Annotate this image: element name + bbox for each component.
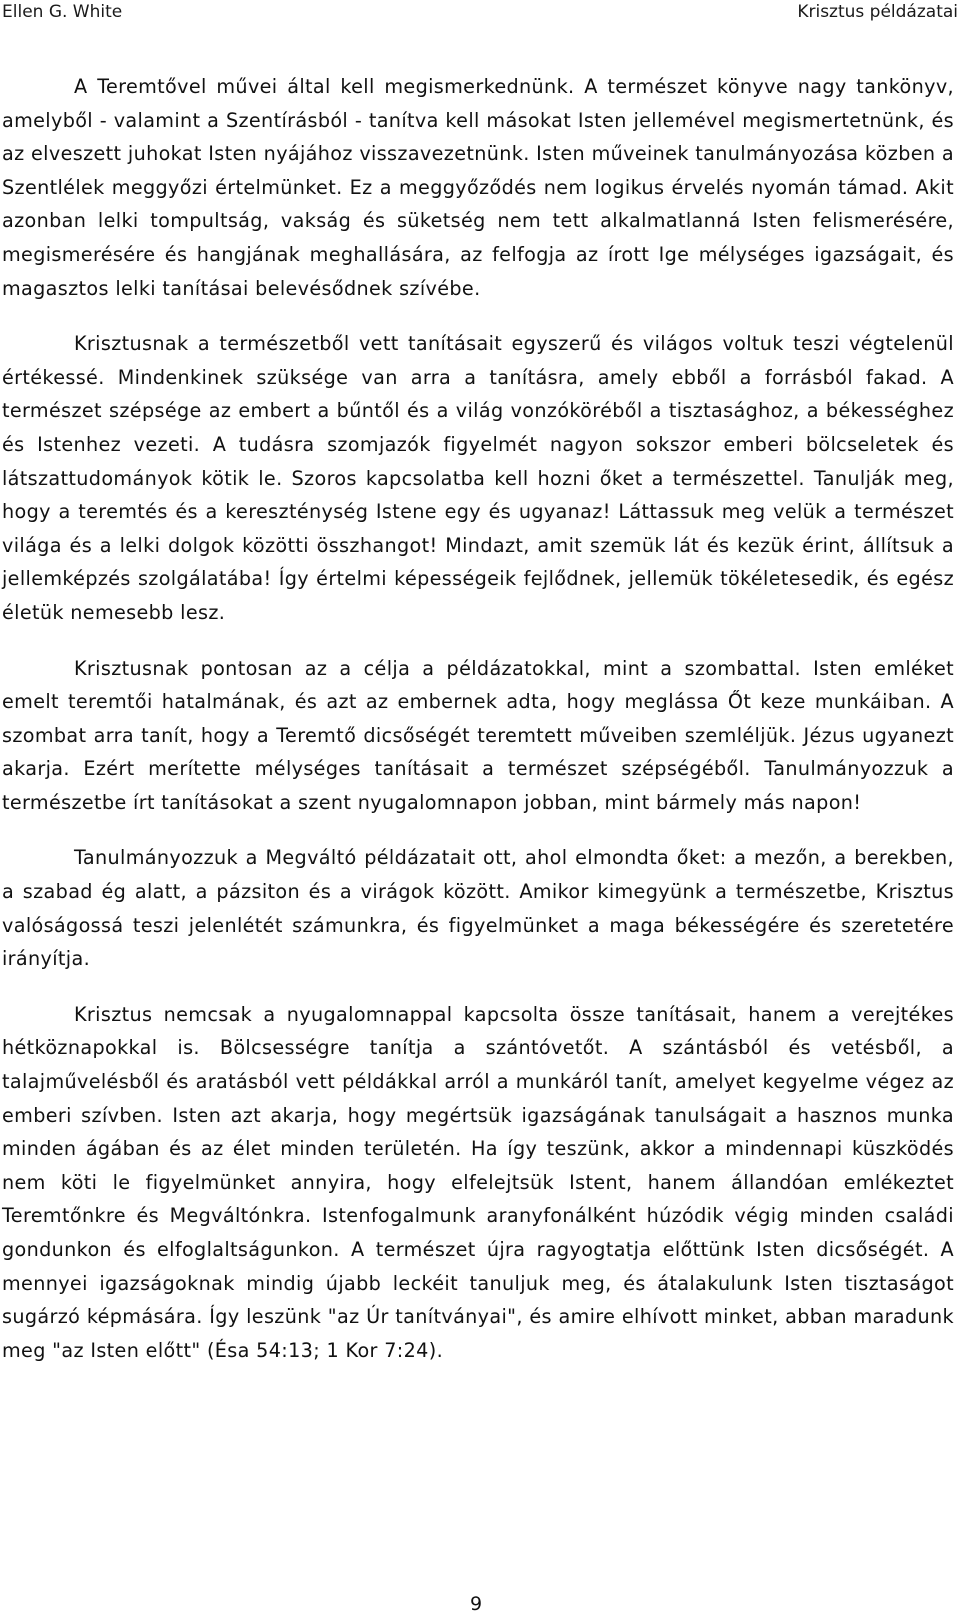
paragraph: Tanulmányozzuk a Megváltó példázatait ott, ahol elmondta őket: a mezőn, a berekben, a szabad ég alatt, a pázsiton és a virágok között. Amikor kimegyünk a természetbe, Krisztus valóságossá teszi jelenlétét számunkra, és figyelmünket a maga békességére és szeretetére irányítja. — [2, 846, 954, 971]
paragraph: Krisztus nemcsak a nyugalomnappal kapcsolta össze tanításait, hanem a verejtékes hétköznapokkal is. Bölcsességre tanítja a szántóvetőt. A szántásból és vetésből, a talajművelésből és aratásból vett példákkal arról a munkáról tanít, amelyet kegyelme végez az emberi szívben. Isten azt akarja, hogy megértsük igazságának tanulságait a hasznos munka minden ágában és az élet minden területén. Ha így teszünk, akkor a mindennapi küszködés nem köti le figyelmünket annyira, hogy elfelejtsük Istent, hanem állandóan emlékeztet Teremtőnkre és Megváltónkra. Istenfogalmunk aranyfonálként húzódik végig minden családi gondunkon és elfoglaltságunkon. A természet újra ragyogtatja előttünk Isten dicsőségét. A mennyei igazságoknak mindig újabb leckéit tanuljuk meg, és átalakulunk Isten tisztaságot sugárzó képmására. Így leszünk "az Úr tanítványai", és amire elhívott minket, abban maradunk meg "az Isten előtt" (Ésa 54:13; 1 Kor 7:24). — [2, 1002, 954, 1362]
page-number: 9 — [469, 1593, 483, 1615]
paragraph: Krisztusnak a természetből vett tanításait egyszerű és világos voltuk teszi végtelenül értékessé. Mindenkinek szüksége van arra a tanításra, amely ebből a forrásból fakad. A természet szépsége az embert a bűntől és a világ vonzóköréből a tisztasághoz, a békességhez és Istenhez vezeti. A tudásra szomjazók figyelmét nagyon sokszor emberi bölcseletek és látszattudományok kötik le. Szoros kapcsolatba kell hozni őket a természettel. Tanulják meg, hogy a teremtés és a kereszténység Istene egy és ugyanaz! Láttassuk meg velük a természet világa és a lelki dolgok közötti összhangot! Mindazt, amit szemük lát és kezük érint, állítsuk a jellemképzés szolgálatába! Így értelmi képességeik fejlődnek, jellemük tökéletesedik, és egész életük nemesebb lesz. — [2, 332, 954, 624]
paragraph: A Teremtővel művei által kell megismerkednünk. A természet könyve nagy tankönyv, amelyből - valamint a Szentírásból - tanítva kell másokat Isten jellemével megismertetnünk, és az elveszett juhokat Isten nyájához visszavezetnünk. Isten műveinek tanulmányozása közben a Szentlélek meggyőzi értelmünket. Ez a meggyőződés nem logikus érvelés nyomán támad. Akit azonban lelki tompultság, vakság és süketség nem tett alkalmatlanná Isten felismerésére, megismerésére és hangjának meghallására, az felfogja az írott Ige mélységes igazságait, és magasztos lelki tanításai belevésődnek szívébe. — [2, 75, 954, 300]
page-header — [0, 0, 960, 26]
paragraph: Krisztusnak pontosan az a célja a példázatokkal, mint a szombattal. Isten emléket emelt teremtői hatalmának, és azt az embernek adta, hogy meglássa Őt keze munkáiban. A szombat arra tanít, hogy a Teremtő dicsőségét teremtett műveiben szemléljük. Jézus ugyanezt akarja. Ezért merítette mélységes tanításait a természet szépségéből. Tanulmányozzuk a természetbe írt tanításokat a szent nyugalomnapon jobban, mint bármely más napon! — [2, 656, 954, 814]
header-book-title: Krisztus példázatai — [797, 2, 958, 22]
body-text — [2, 70, 954, 1389]
header-author: Ellen G. White — [2, 2, 123, 22]
